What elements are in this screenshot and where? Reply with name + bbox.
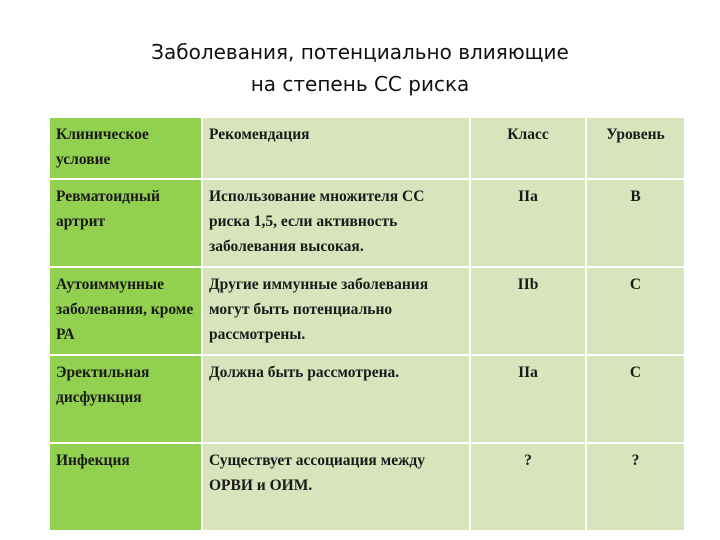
header-recommendation: Рекомендация [202,117,470,179]
cell-condition: Ревматоидный артрит [49,179,202,267]
cell-class: IIa [470,179,586,267]
cell-level: C [586,355,685,443]
cell-level: ? [586,443,685,531]
cell-recommendation: Должна быть рассмотрена. [202,355,470,443]
table-row [49,267,685,355]
table-row [49,443,685,531]
header-condition: Клиническое условие [49,117,202,179]
cell-level: C [586,267,685,355]
header-class: Класс [470,117,586,179]
table-header-row [49,117,685,179]
header-level: Уровень [586,117,685,179]
slide-title [0,36,720,100]
cell-condition: Инфекция [49,443,202,531]
title-line-2: на степень СС риска [250,72,470,96]
table-row [49,355,685,443]
cell-recommendation: Существует ассоциация между ОРВИ и ОИМ. [202,443,470,531]
cell-recommendation: Использование множителя СС риска 1,5, если активность заболевания высокая. [202,179,470,267]
table-row [49,179,685,267]
cell-class: IIb [470,267,586,355]
cell-class: IIa [470,355,586,443]
cell-level: B [586,179,685,267]
cell-recommendation: Другие иммунные заболевания могут быть потенциально рассмотрены. [202,267,470,355]
title-line-1: Заболевания, потенциально влияющие [151,40,569,64]
cell-class: ? [470,443,586,531]
risk-table [48,116,686,532]
cell-condition: Эректильная дисфункция [49,355,202,443]
cell-condition: Аутоиммунные заболевания, кроме РА [49,267,202,355]
